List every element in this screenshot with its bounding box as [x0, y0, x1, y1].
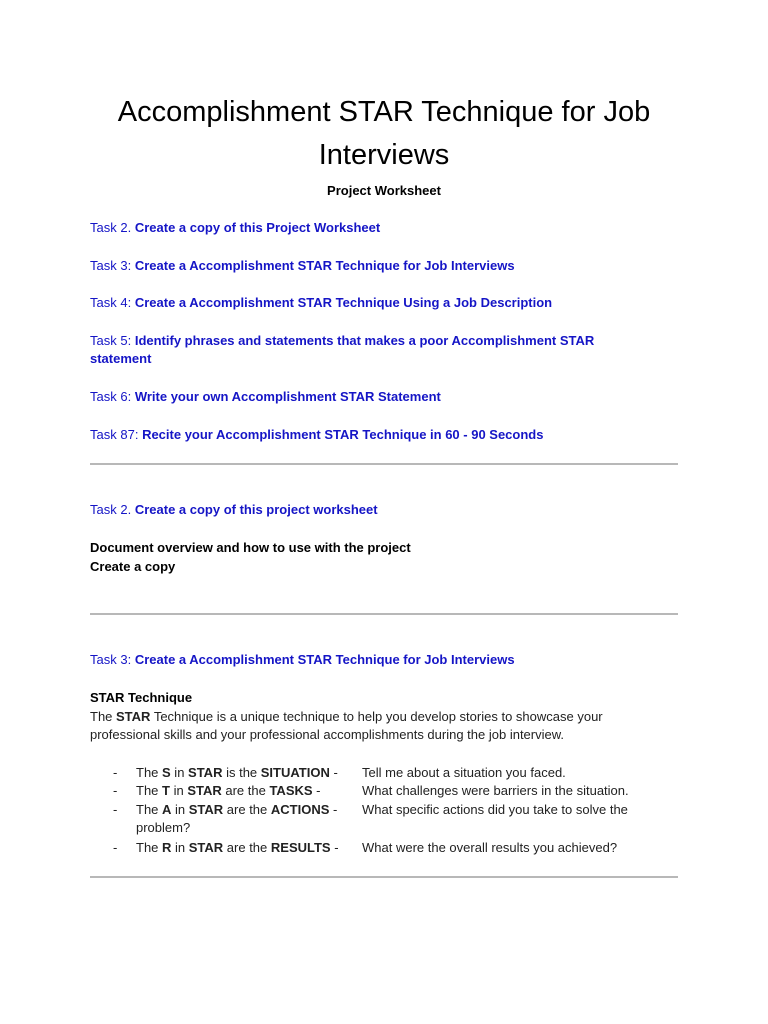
task-link-text: Recite your Accomplishment STAR Technique in 60 - 90 Seconds — [142, 427, 544, 442]
section-divider — [90, 613, 678, 615]
task-link-number: Task 6 — [90, 389, 128, 404]
task-link-3[interactable] — [90, 257, 650, 275]
task-link-87[interactable] — [90, 426, 650, 444]
task-link-number: Task 87 — [90, 427, 135, 442]
task-link-number: Task 3 — [90, 258, 128, 273]
bullet-dash: - — [113, 765, 118, 780]
bullet-star-definition: The T in STAR are the TASKS - — [136, 783, 321, 798]
section-heading-number: Task 2 — [90, 502, 128, 517]
section-heading-task-3[interactable] — [90, 651, 650, 669]
task-link-2[interactable] — [90, 219, 650, 237]
section-heading-separator: : — [127, 652, 132, 667]
section-heading-text: Create a Accomplishment STAR Technique for Job Interviews — [134, 652, 515, 667]
task-link-separator: : — [127, 295, 132, 310]
star-intro-post: Technique is a unique technique to help you develop stories to showcase your — [150, 709, 603, 724]
bullet-star-definition: The A in STAR are the ACTIONS - — [136, 802, 338, 817]
task-link-text: Identify phrases and statements that makes a poor Accomplishment STAR — [134, 333, 595, 348]
document-title-line2: Interviews — [318, 139, 450, 171]
document-overview-text: Document overview and how to use with the project — [90, 540, 411, 555]
bullet-dash: - — [113, 783, 118, 798]
task-link-4[interactable] — [90, 294, 650, 312]
bullet-star-description: Tell me about a situation you faced. — [362, 765, 566, 780]
bullet-star-description: What challenges were barriers in the situation. — [362, 783, 629, 798]
bullet-dash: - — [113, 840, 118, 855]
task-link-5[interactable] — [90, 332, 650, 368]
task-link-separator: : — [134, 427, 139, 442]
task-link-text: Write your own Accomplishment STAR Statement — [134, 389, 441, 404]
task-link-number: Task 2 — [90, 220, 128, 235]
bullet-star-description: What were the overall results you achieved? — [362, 840, 618, 855]
star-technique-subheading: STAR Technique — [90, 690, 193, 705]
section-heading-number: Task 3 — [90, 652, 128, 667]
create-copy-text: Create a copy — [90, 559, 176, 574]
star-intro-pre: The — [90, 709, 117, 724]
star-intro-bold: STAR — [116, 709, 151, 724]
section-divider — [90, 463, 678, 465]
bullet-star-definition: The R in STAR are the RESULTS - — [136, 840, 339, 855]
document-title-line1: Accomplishment STAR Technique for Job — [117, 96, 651, 128]
task-link-separator: : — [127, 333, 132, 348]
section-heading-task-2[interactable] — [90, 501, 650, 519]
document-title — [60, 91, 708, 177]
task-link-separator: : — [127, 258, 132, 273]
star-intro-line2: professional skills and your professional accomplishments during the job interview. — [90, 727, 565, 742]
section-heading-separator: . — [127, 502, 132, 517]
section-divider — [90, 876, 678, 878]
bullet-star-definition: The S in STAR is the SITUATION - — [136, 765, 338, 780]
star-intro-paragraph — [90, 708, 650, 744]
task-link-text: Create a Accomplishment STAR Technique for Job Interviews — [134, 258, 515, 273]
task-link-6[interactable] — [90, 388, 650, 406]
bullet-star-description-continued: problem? — [136, 820, 191, 835]
document-subtitle: Project Worksheet — [327, 183, 441, 198]
task-link-separator: . — [127, 220, 132, 235]
task-link-text: Create a Accomplishment STAR Technique Using a Job Description — [134, 295, 553, 310]
task-link-text-continued: statement — [90, 351, 152, 366]
task-link-text: Create a copy of this Project Worksheet — [134, 220, 381, 235]
task-link-separator: : — [127, 389, 132, 404]
section-heading-text: Create a copy of this project worksheet — [134, 502, 378, 517]
task-link-number: Task 5 — [90, 333, 128, 348]
bullet-star-description: What specific actions did you take to solve the — [362, 802, 628, 817]
bullet-dash: - — [113, 802, 118, 817]
task-link-number: Task 4 — [90, 295, 128, 310]
